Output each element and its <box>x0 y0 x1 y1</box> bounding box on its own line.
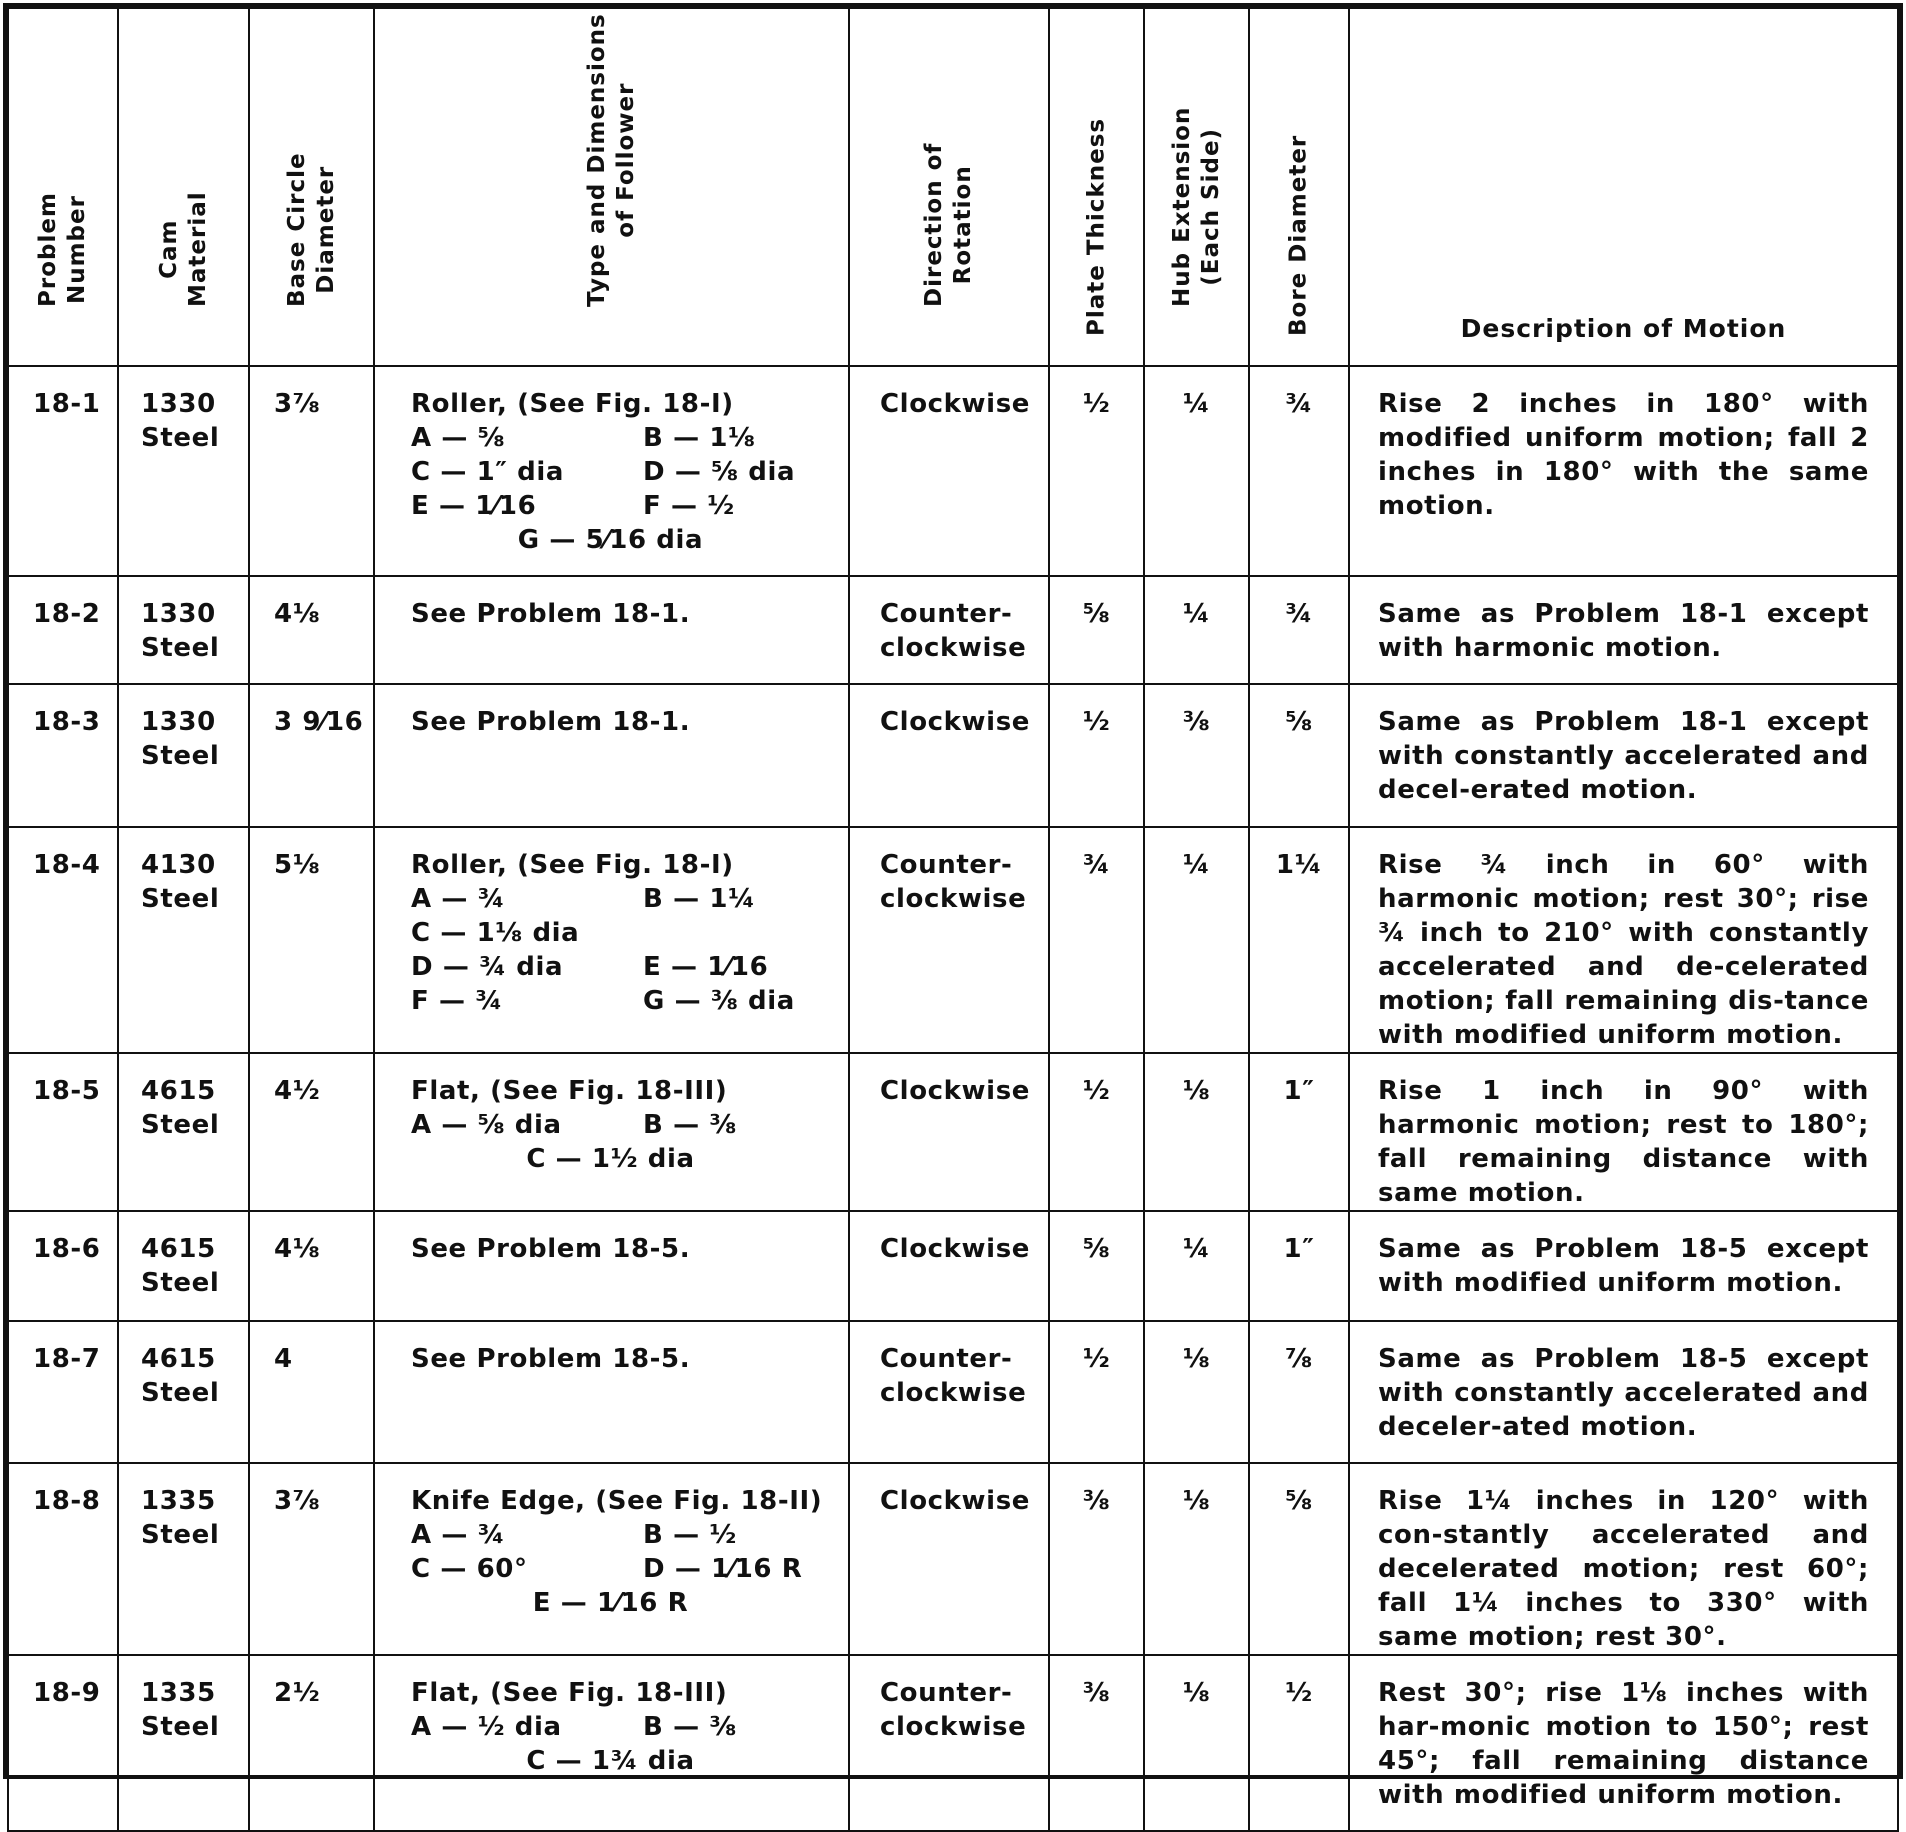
table-row <box>8 1211 1898 1321</box>
hub-extension-cell: ¼ <box>1144 827 1249 1053</box>
table-row <box>8 1053 1898 1211</box>
follower-dimension: A — ¾ <box>411 884 506 914</box>
table-row <box>8 1321 1898 1463</box>
follower-cell <box>374 366 849 576</box>
plate-thickness-cell: ½ <box>1049 684 1144 827</box>
follower-dimension-pair <box>411 950 840 984</box>
header-cam-material-text: Cam Material <box>155 191 211 307</box>
hub-extension-cell: ⅛ <box>1144 1655 1249 1831</box>
follower-type: Flat, (See Fig. 18-III) <box>411 1076 728 1106</box>
follower-dimension: B — ⅜ <box>643 1712 737 1742</box>
base-circle-cell: 3 9⁄16 <box>249 684 374 827</box>
hub-extension-cell: ¼ <box>1144 1211 1249 1321</box>
direction-cell: Counter- clockwise <box>849 576 1049 684</box>
header-description: Description of Motion <box>1349 8 1898 366</box>
header-plate-thickness-text: Plate Thickness <box>1083 117 1109 336</box>
follower-cell <box>374 684 849 827</box>
hub-extension-cell: ⅛ <box>1144 1053 1249 1211</box>
bore-diameter-cell: ⅞ <box>1249 1321 1349 1463</box>
cam-material-cell: 4615 Steel <box>118 1321 249 1463</box>
follower-dimension-pair <box>411 421 840 455</box>
cam-material-cell: 1335 Steel <box>118 1655 249 1831</box>
plate-thickness-cell: ½ <box>1049 1321 1144 1463</box>
follower-dimension-pair <box>411 1518 840 1552</box>
follower-dimension: D — ⅝ dia <box>643 457 796 487</box>
problem-number-cell: 18-3 <box>8 684 118 827</box>
follower-type: Roller, (See Fig. 18-I) <box>411 389 734 419</box>
follower-dimension-pair <box>411 1108 840 1142</box>
cam-problems-table-frame <box>3 3 1903 1810</box>
follower-dimension: E — 1⁄16 R <box>532 1588 689 1618</box>
follower-dimension-pair <box>411 1552 840 1586</box>
header-cam-material <box>118 8 249 366</box>
follower-dimension: A — ¾ <box>411 1520 506 1550</box>
motion-description-cell: Same as Problem 18-5 except with modified uniform motion. <box>1349 1211 1898 1321</box>
follower-dimension-pair <box>411 882 840 916</box>
follower-type: Roller, (See Fig. 18-I) <box>411 850 734 880</box>
motion-description-cell: Rest 30°; rise 1⅛ inches with har-monic motion to 150°; rest 45°; fall remaining distance with modified uniform motion. <box>1349 1655 1898 1831</box>
header-direction-text: Direction of Rotation <box>921 142 976 307</box>
follower-dimension: B — ⅜ <box>643 1110 737 1140</box>
follower-dimension: C — 1½ dia <box>526 1144 695 1174</box>
follower-dimension: G — 5⁄16 dia <box>517 525 704 555</box>
follower-dimension: E — 1⁄16 <box>411 491 537 521</box>
follower-dimension: B — ½ <box>643 1520 737 1550</box>
follower-dimension: C — 1¾ dia <box>526 1746 695 1776</box>
bore-diameter-cell: ½ <box>1249 1655 1349 1831</box>
follower-dimension-pair <box>411 455 840 489</box>
direction-cell: Clockwise <box>849 1463 1049 1655</box>
header-base-circle-text: Base Circle Diameter <box>283 152 339 307</box>
motion-description-cell: Rise ¾ inch in 60° with harmonic motion; rest 30°; rise ¾ inch to 210° with constantly accelerated and de-celerated motion; fall remaining dis-tance with modified uniform motion. <box>1349 827 1898 1053</box>
follower-dimension: C — 60° <box>411 1554 528 1584</box>
direction-cell: Clockwise <box>849 1053 1049 1211</box>
header-follower-text: Type and Dimensions of Follower <box>583 13 639 307</box>
follower-cell <box>374 576 849 684</box>
bore-diameter-cell: 1¼ <box>1249 827 1349 1053</box>
cam-material-cell: 4130 Steel <box>118 827 249 1053</box>
direction-cell: Clockwise <box>849 1211 1049 1321</box>
follower-type: See Problem 18-5. <box>411 1344 691 1374</box>
motion-description-cell: Same as Problem 18-1 except with constantly accelerated and decel-erated motion. <box>1349 684 1898 827</box>
follower-dimension-pair <box>411 489 840 523</box>
base-circle-cell: 2½ <box>249 1655 374 1831</box>
cam-material-cell: 4615 Steel <box>118 1211 249 1321</box>
follower-dimension: B — 1⅛ <box>643 423 756 453</box>
base-circle-cell: 5⅛ <box>249 827 374 1053</box>
follower-cell <box>374 1463 849 1655</box>
problem-number-cell: 18-4 <box>8 827 118 1053</box>
base-circle-cell: 4½ <box>249 1053 374 1211</box>
header-base-circle <box>249 8 374 366</box>
direction-cell: Counter- clockwise <box>849 827 1049 1053</box>
problem-number-cell: 18-6 <box>8 1211 118 1321</box>
motion-description-cell: Rise 1 inch in 90° with harmonic motion; rest to 180°; fall remaining distance with same motion. <box>1349 1053 1898 1211</box>
table-row <box>8 366 1898 576</box>
table-row <box>8 1463 1898 1655</box>
hub-extension-cell: ¼ <box>1144 366 1249 576</box>
plate-thickness-cell: ⅜ <box>1049 1463 1144 1655</box>
plate-thickness-cell: ¾ <box>1049 827 1144 1053</box>
follower-dimension: A — ⅝ dia <box>411 1110 562 1140</box>
motion-description-cell: Same as Problem 18-5 except with constantly accelerated and deceler-ated motion. <box>1349 1321 1898 1463</box>
follower-dimension: C — 1″ dia <box>411 457 565 487</box>
bore-diameter-cell: ¾ <box>1249 576 1349 684</box>
bore-diameter-cell: 1″ <box>1249 1211 1349 1321</box>
base-circle-cell: 3⅞ <box>249 1463 374 1655</box>
follower-dimension: B — 1¼ <box>643 884 756 914</box>
follower-cell <box>374 827 849 1053</box>
table-row <box>8 576 1898 684</box>
header-follower <box>374 8 849 366</box>
direction-cell: Counter- clockwise <box>849 1655 1049 1831</box>
follower-cell <box>374 1211 849 1321</box>
follower-dimension: D — 1⁄16 R <box>643 1554 803 1584</box>
follower-cell <box>374 1321 849 1463</box>
header-problem-number <box>8 8 118 366</box>
bore-diameter-cell: ⅝ <box>1249 684 1349 827</box>
follower-dimension-pair <box>411 1710 840 1744</box>
plate-thickness-cell: ½ <box>1049 1053 1144 1211</box>
cam-material-cell: 1330 Steel <box>118 684 249 827</box>
follower-cell <box>374 1053 849 1211</box>
follower-type: Knife Edge, (See Fig. 18-II) <box>411 1486 823 1516</box>
base-circle-cell: 4 <box>249 1321 374 1463</box>
follower-dimension: G — ⅜ dia <box>643 986 795 1016</box>
bore-diameter-cell: ⅝ <box>1249 1463 1349 1655</box>
plate-thickness-cell: ⅝ <box>1049 576 1144 684</box>
header-bore-diameter-text: Bore Diameter <box>1285 134 1312 336</box>
cam-material-cell: 1330 Steel <box>118 576 249 684</box>
problem-number-cell: 18-8 <box>8 1463 118 1655</box>
problem-number-cell: 18-9 <box>8 1655 118 1831</box>
direction-cell: Clockwise <box>849 366 1049 576</box>
header-problem-number-text: Problem Number <box>35 192 90 307</box>
follower-dimension: C — 1⅛ dia <box>411 918 580 948</box>
direction-cell: Counter- clockwise <box>849 1321 1049 1463</box>
hub-extension-cell: ⅛ <box>1144 1463 1249 1655</box>
follower-dimension: F — ½ <box>643 491 735 521</box>
follower-type: Flat, (See Fig. 18-III) <box>411 1678 728 1708</box>
problem-number-cell: 18-2 <box>8 576 118 684</box>
follower-type: See Problem 18-5. <box>411 1234 691 1264</box>
follower-type: See Problem 18-1. <box>411 707 691 737</box>
follower-dimension: F — ¾ <box>411 986 503 1016</box>
follower-type: See Problem 18-1. <box>411 599 691 629</box>
header-hub-extension-text: Hub Extension (Each Side) <box>1168 106 1224 307</box>
problem-number-cell: 18-7 <box>8 1321 118 1463</box>
table-row <box>8 1655 1898 1831</box>
follower-dimension: A — ⅝ <box>411 423 506 453</box>
motion-description-cell: Rise 2 inches in 180° with modified uniform motion; fall 2 inches in 180° with the same motion. <box>1349 366 1898 576</box>
hub-extension-cell: ¼ <box>1144 576 1249 684</box>
base-circle-cell: 4⅛ <box>249 1211 374 1321</box>
base-circle-cell: 4⅛ <box>249 576 374 684</box>
problem-number-cell: 18-5 <box>8 1053 118 1211</box>
cam-material-cell: 1330 Steel <box>118 366 249 576</box>
cam-material-cell: 1335 Steel <box>118 1463 249 1655</box>
header-row <box>8 8 1898 366</box>
table-row <box>8 827 1898 1053</box>
direction-cell: Clockwise <box>849 684 1049 827</box>
plate-thickness-cell: ⅜ <box>1049 1655 1144 1831</box>
header-hub-extension <box>1144 8 1249 366</box>
follower-dimension: A — ½ dia <box>411 1712 562 1742</box>
base-circle-cell: 3⅞ <box>249 366 374 576</box>
bore-diameter-cell: ¾ <box>1249 366 1349 576</box>
follower-cell <box>374 1655 849 1831</box>
motion-description-cell: Rise 1¼ inches in 120° with con-stantly accelerated and decelerated motion; rest 60°; fall 1¼ inches to 330° with same motion; rest 30°. <box>1349 1463 1898 1655</box>
plate-thickness-cell: ½ <box>1049 366 1144 576</box>
hub-extension-cell: ⅛ <box>1144 1321 1249 1463</box>
plate-thickness-cell: ⅝ <box>1049 1211 1144 1321</box>
header-bore-diameter <box>1249 8 1349 366</box>
header-direction <box>849 8 1049 366</box>
hub-extension-cell: ⅜ <box>1144 684 1249 827</box>
cam-material-cell: 4615 Steel <box>118 1053 249 1211</box>
follower-dimension-pair <box>411 984 840 1018</box>
table-row <box>8 684 1898 827</box>
follower-dimension: E — 1⁄16 <box>643 952 769 982</box>
problem-number-cell: 18-1 <box>8 366 118 576</box>
motion-description-cell: Same as Problem 18-1 except with harmonic motion. <box>1349 576 1898 684</box>
header-plate-thickness <box>1049 8 1144 366</box>
cam-problems-table <box>7 7 1899 1832</box>
follower-dimension: D — ¾ dia <box>411 952 564 982</box>
bore-diameter-cell: 1″ <box>1249 1053 1349 1211</box>
